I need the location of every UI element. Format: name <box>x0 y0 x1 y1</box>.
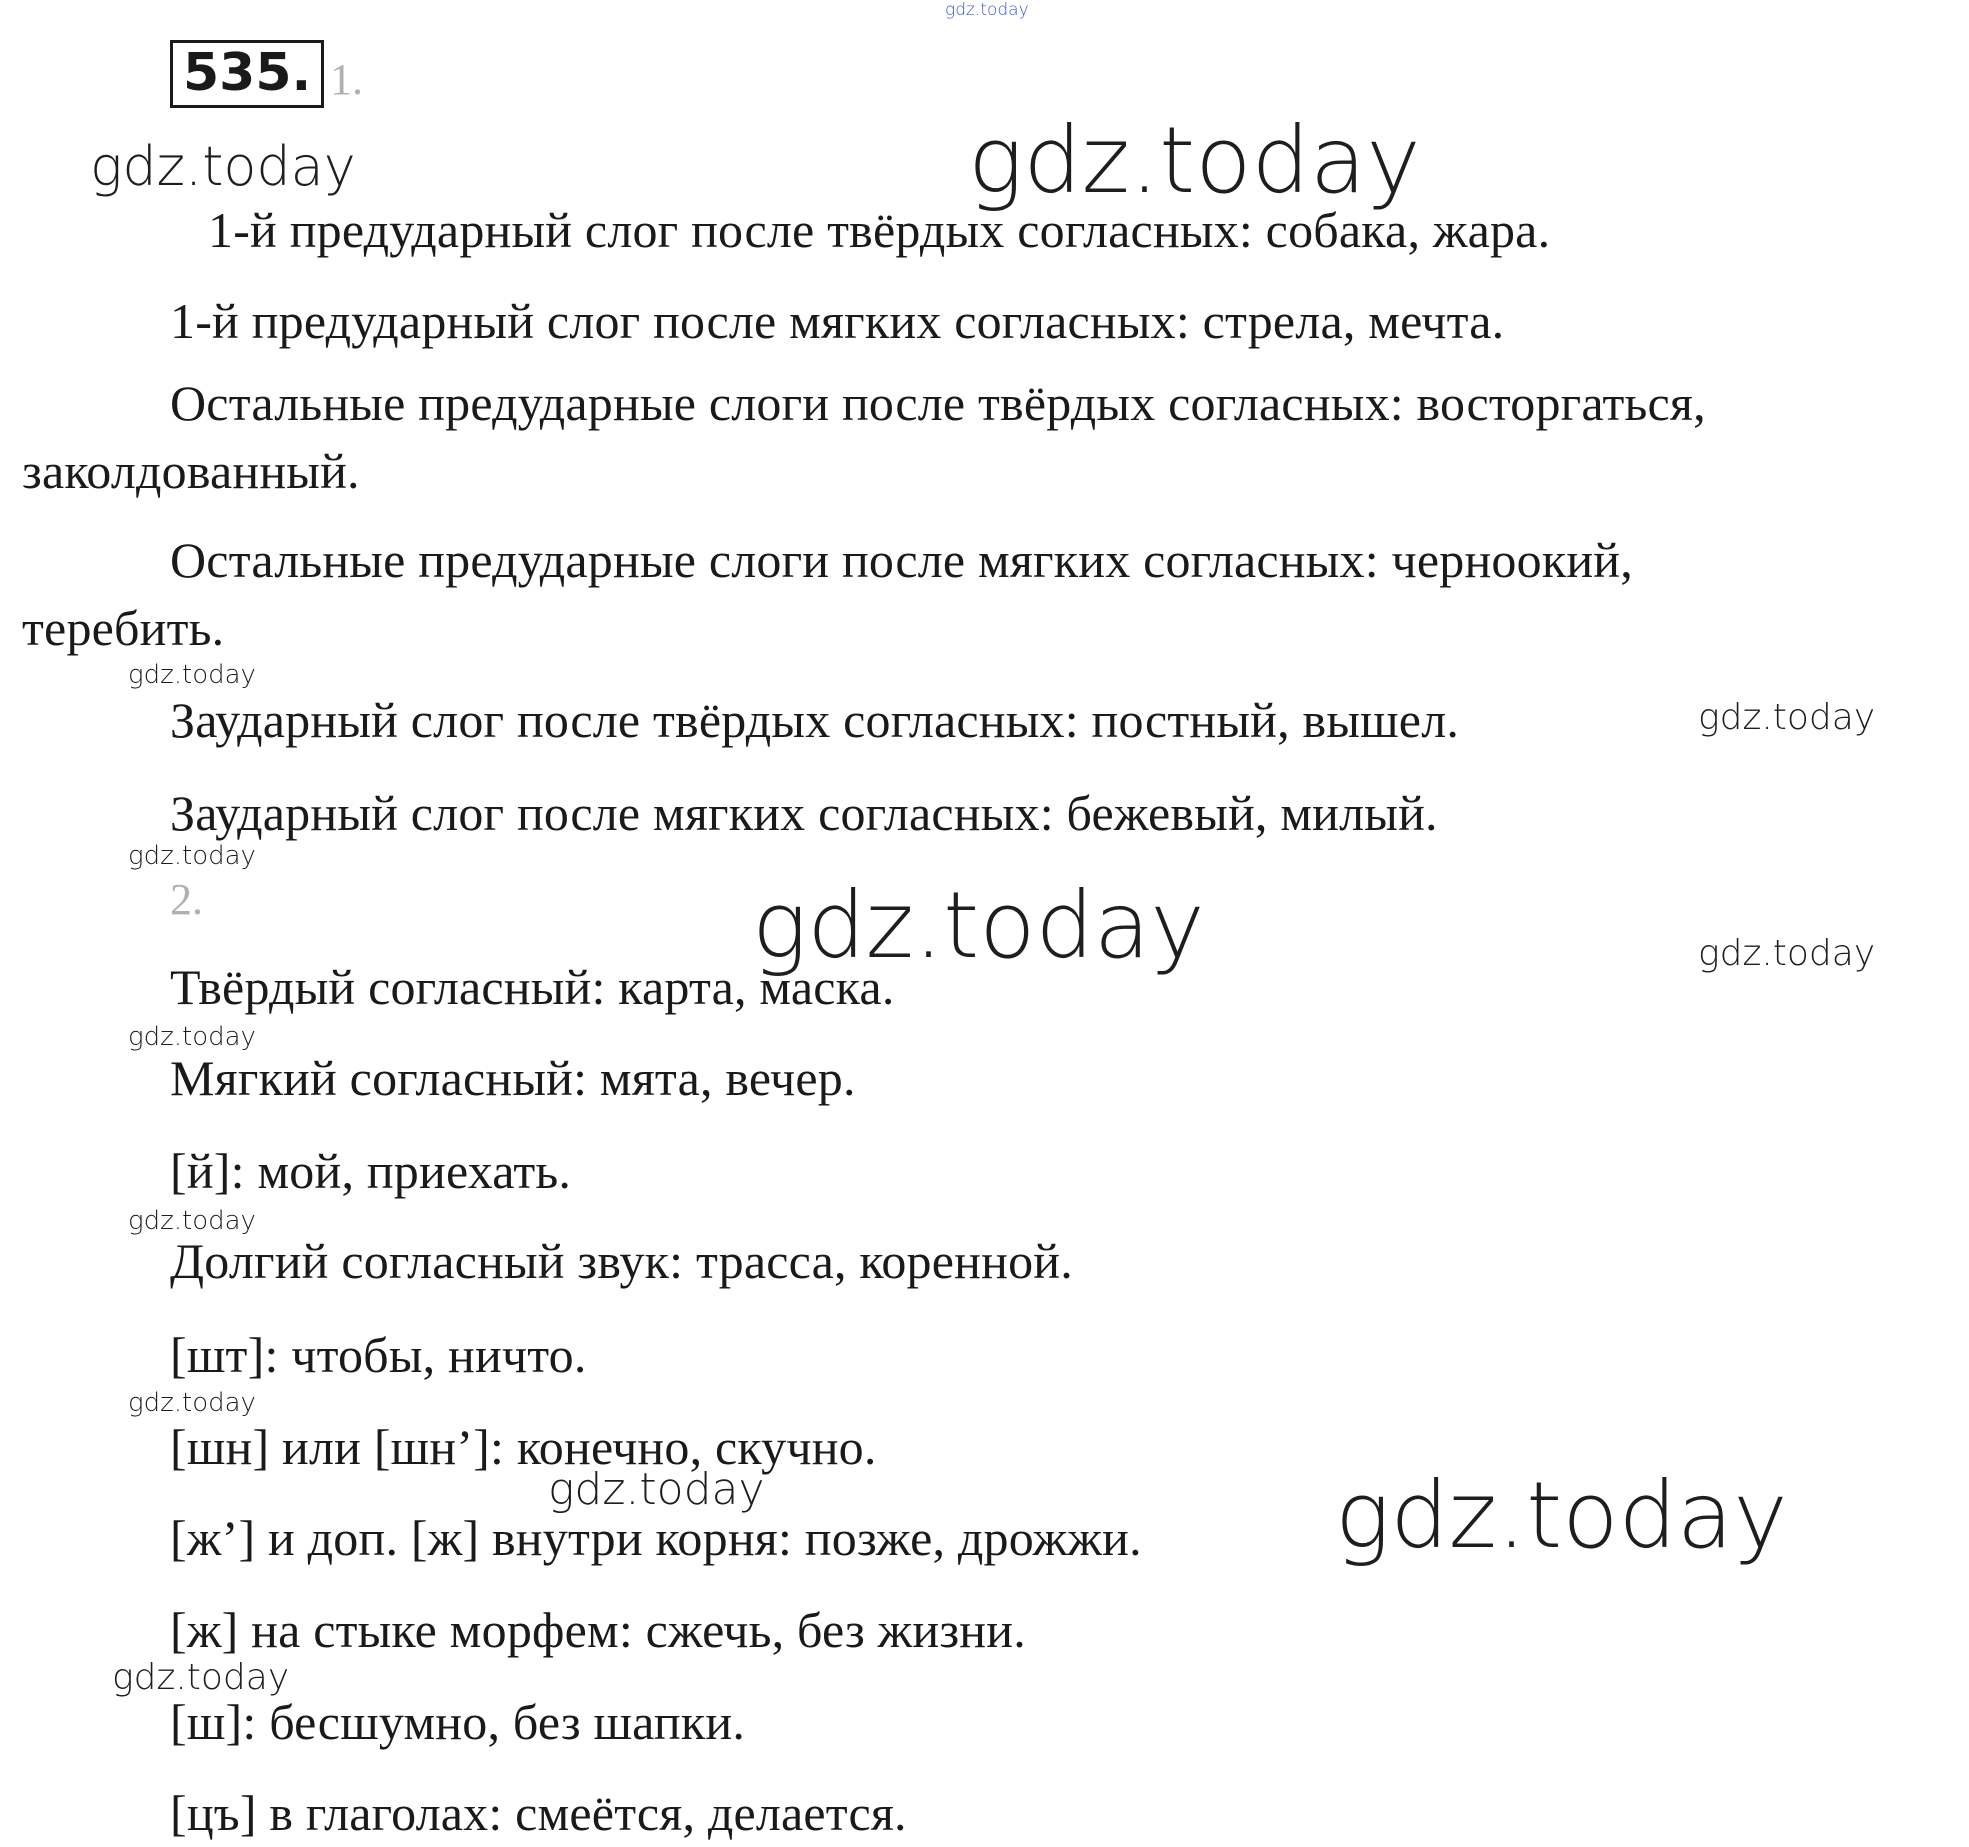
watermark-left-bottom: gdz.today <box>112 1657 290 1698</box>
part2-line-9: [ш]: бесшумно, без шапки. <box>170 1694 746 1750</box>
part2-line-2: Мягкий согласный: мята, вечер. <box>170 1050 856 1106</box>
part2-line-4: Долгий согласный звук: трасса, коренной. <box>170 1233 1073 1289</box>
watermark-middle-small: gdz.today <box>548 1464 765 1515</box>
part2-line-5: [шт]: чтобы, ничто. <box>170 1327 587 1383</box>
watermark-left-top: gdz.today <box>90 135 356 198</box>
part2-line-3: [й]: мой, приехать. <box>170 1143 572 1199</box>
part1-line-8: Заударный слог после мягких согласных: бежевый, милый. <box>170 785 1438 841</box>
part2-line-1: Твёрдый согласный: карта, маска. <box>170 959 895 1015</box>
part2-line-10: [цъ] в глаголах: смеётся, делается. <box>170 1785 907 1841</box>
watermark-left-5: gdz.today <box>128 1388 256 1418</box>
part2-line-6: [шн] или [шн’]: конечно, скучно. <box>170 1419 877 1475</box>
watermark-large-top: gdz.today <box>968 107 1421 214</box>
part1-line-5: Остальные предударные слоги после мягких согласных: черноокий, <box>170 532 1633 588</box>
watermark-large-bottom: gdz.today <box>1335 1462 1788 1569</box>
watermark-left-4: gdz.today <box>128 1206 256 1236</box>
watermark-right-2: gdz.today <box>1698 933 1876 974</box>
part2-line-8: [ж] на стыке морфем: сжечь, без жизни. <box>170 1602 1026 1658</box>
task-number: 535. <box>170 40 324 108</box>
part-1-label: 1. <box>330 55 363 104</box>
part1-line-3: Остальные предударные слоги после твёрдых согласных: восторгаться, <box>170 375 1706 431</box>
part1-line-1: 1-й предударный слог после твёрдых согласных: собака, жара. <box>208 202 1551 258</box>
part1-line-7: Заударный слог после твёрдых согласных: постный, вышел. <box>170 692 1460 748</box>
watermark-large-middle: gdz.today <box>752 872 1205 979</box>
watermark-top: gdz.today <box>945 0 1029 20</box>
watermark-left-2: gdz.today <box>128 841 256 871</box>
part2-line-7: [ж’] и доп. [ж] внутри корня: позже, дрожжи. <box>170 1510 1142 1566</box>
watermark-left-3: gdz.today <box>128 1022 256 1052</box>
part-2-label: 2. <box>170 875 203 924</box>
part1-line-6: теребить. <box>22 600 225 656</box>
part1-line-4: заколдованный. <box>22 443 360 499</box>
watermark-right-1: gdz.today <box>1698 697 1876 738</box>
part1-line-2: 1-й предударный слог после мягких согласных: стрела, мечта. <box>170 293 1505 349</box>
watermark-left-1: gdz.today <box>128 660 256 690</box>
